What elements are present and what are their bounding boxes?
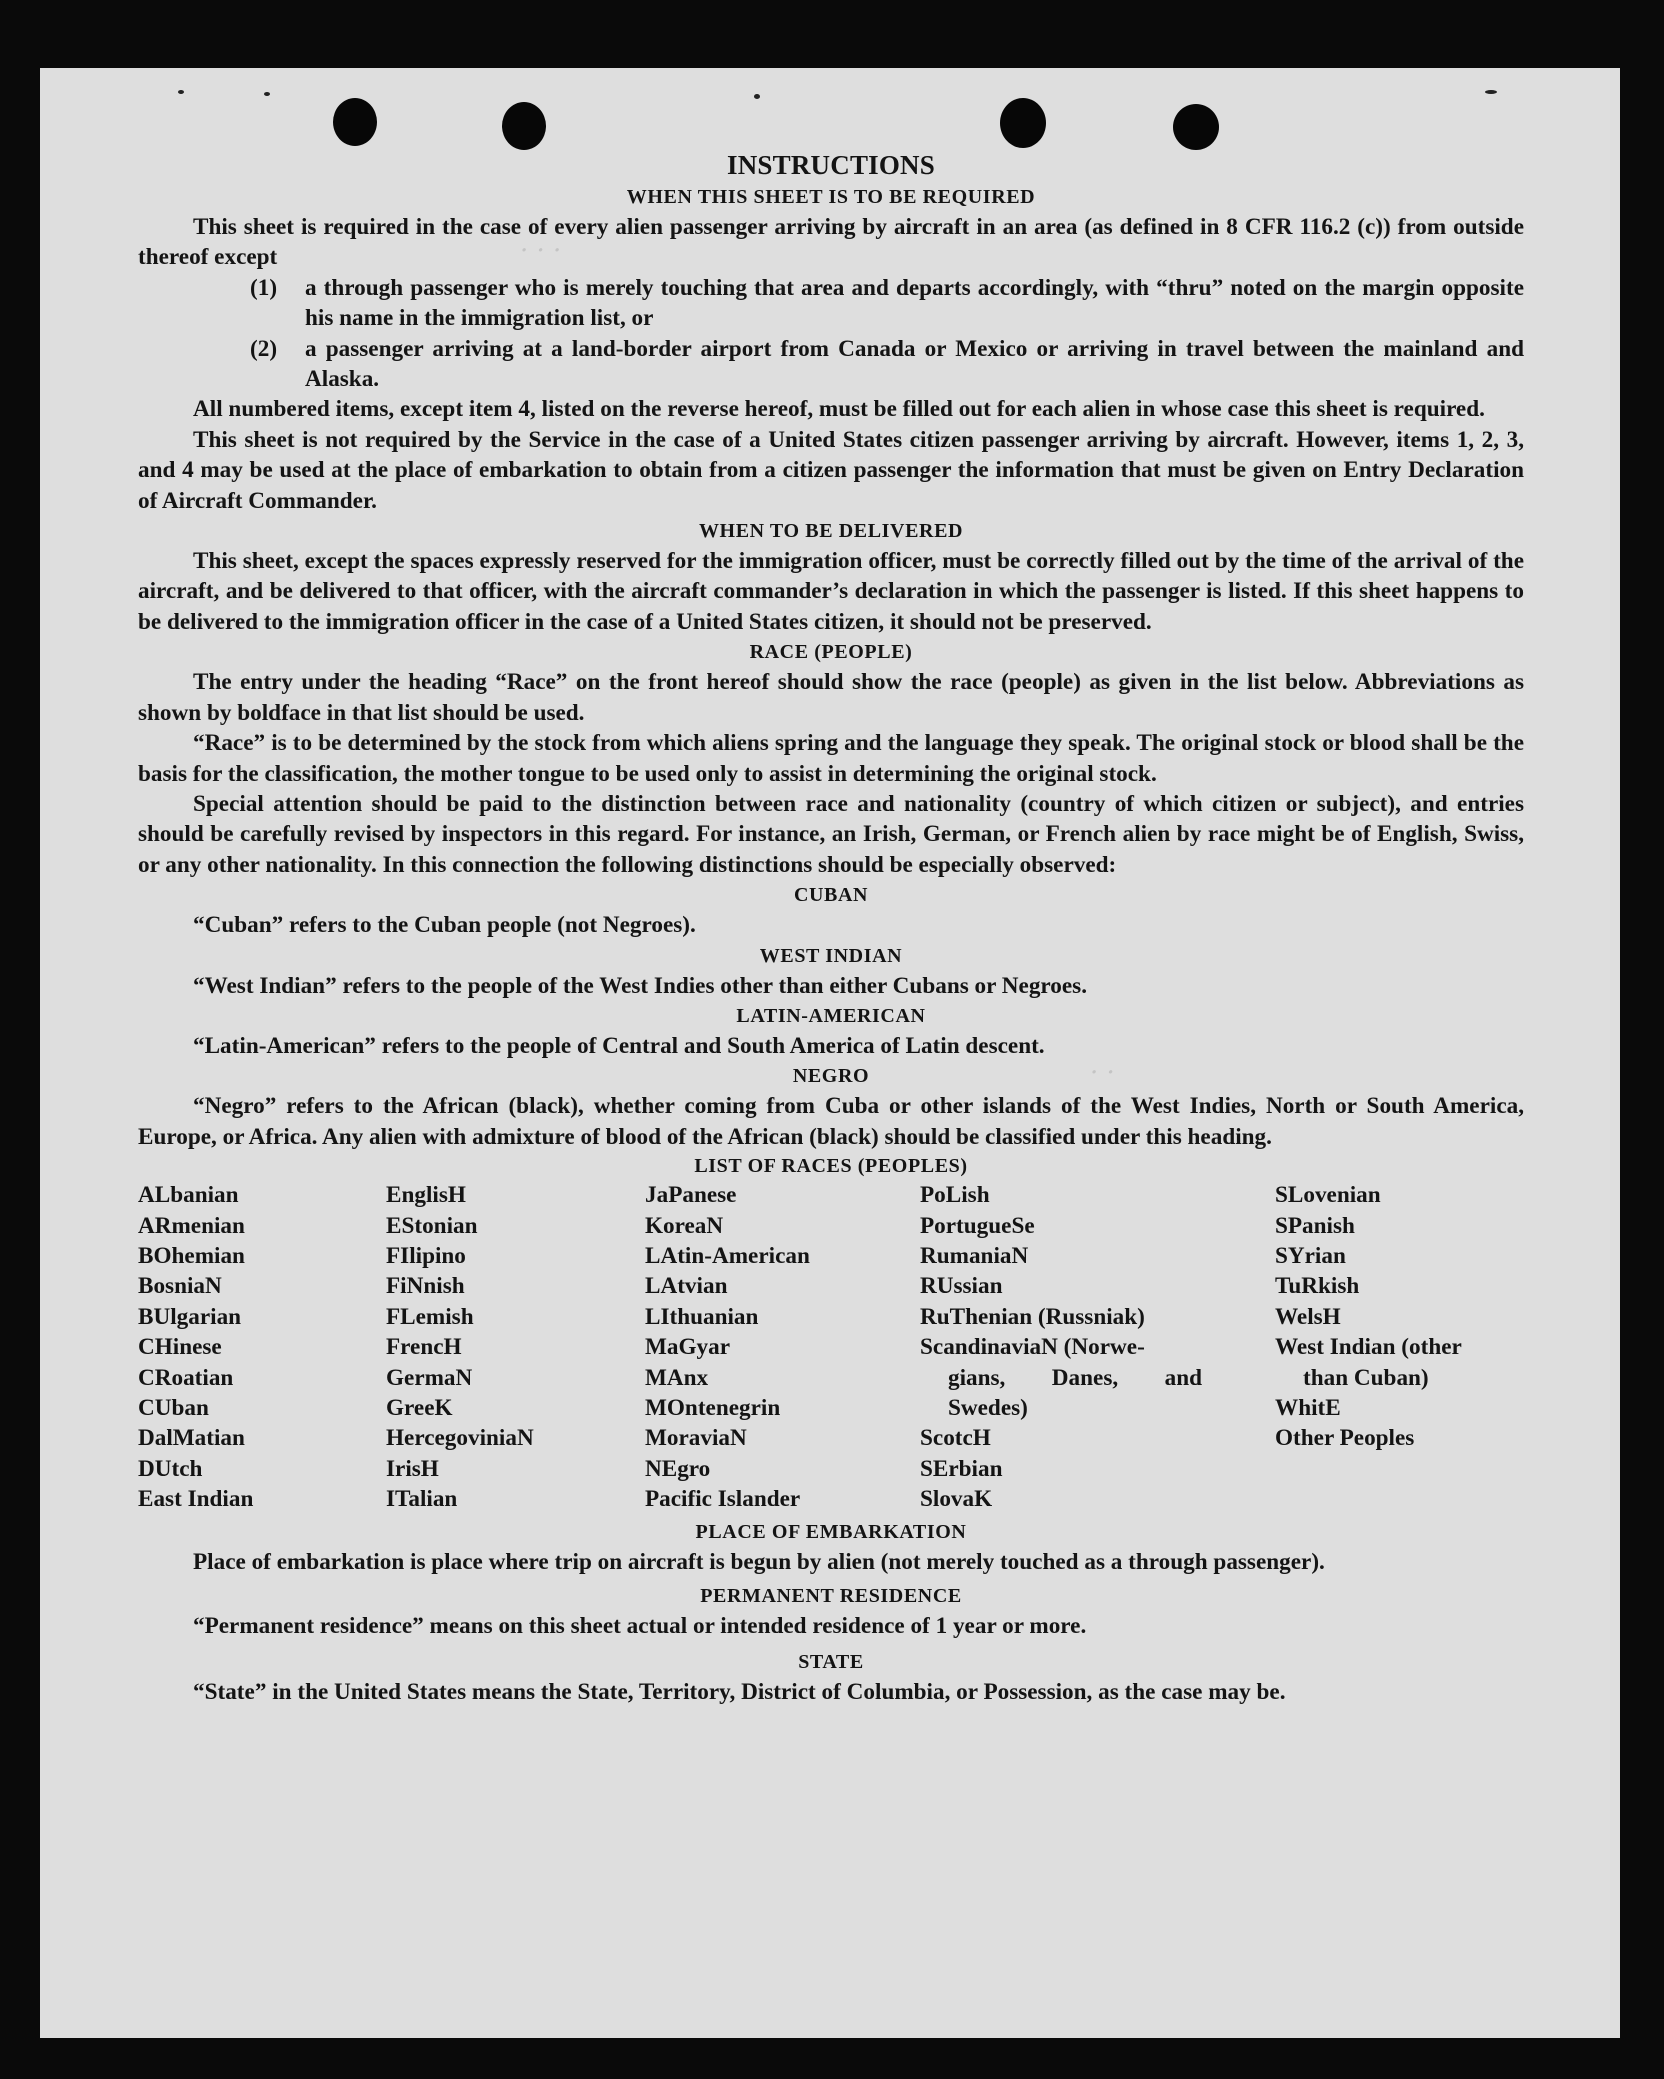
race-item: GreeK: [386, 1395, 453, 1421]
race-item: WelsH: [1275, 1303, 1341, 1330]
race-item: FIlipino: [386, 1242, 466, 1269]
paragraph: “West Indian” refers to the people of the West Indies other than either Cubans or Negroes.: [193, 972, 1088, 999]
race-item: SYrian: [1275, 1242, 1346, 1269]
races-column-3: [645, 1180, 920, 1514]
races-column-1: [138, 1180, 386, 1514]
race-item: MAnx: [645, 1364, 709, 1391]
race-item: than Cuban): [1303, 1364, 1429, 1391]
race-item: MaGyar: [645, 1334, 730, 1361]
item-number: (2): [250, 335, 278, 362]
races-column-2: [386, 1180, 645, 1514]
section-heading: RACE (PEOPLE): [749, 641, 913, 664]
race-item: ALbanian: [138, 1182, 239, 1209]
race-item: FLemish: [386, 1303, 474, 1330]
instructions-body: [138, 148, 1524, 1708]
race-item: Other Peoples: [1275, 1425, 1415, 1452]
race-item: WhitE: [1275, 1395, 1341, 1421]
race-item: MoraviaN: [645, 1425, 747, 1452]
bleed-through-handwriting: · · ·: [520, 236, 562, 266]
section-heading: PLACE OF EMBARKATION: [695, 1520, 967, 1543]
section-heading: LATIN-AMERICAN: [736, 1004, 926, 1027]
race-item: SLovenian: [1275, 1182, 1381, 1209]
speck: [754, 94, 760, 99]
paragraph: This sheet is not required by the Service in the case of a United States citizen passenger arriving by aircraft. However, items 1, 2, 3, and 4 may be used at the place of embarkation to obtain from a citizen passenger the information that must be given on Entry Declaration of Aircraft Commander.: [138, 426, 1524, 514]
race-item: LIthuanian: [645, 1303, 759, 1330]
race-item: FrencH: [386, 1334, 462, 1361]
race-item: PoLish: [920, 1182, 990, 1209]
paragraph: The entry under the heading “Race” on the front hereof should show the race (people) as given in the list below. Abbreviations as shown by boldface in that list should be used.: [138, 669, 1524, 726]
race-item: ITalian: [386, 1486, 458, 1513]
race-item: NEgro: [645, 1455, 711, 1482]
paragraph: “Permanent residence” means on this sheet actual or intended residence of 1 year or more.: [193, 1613, 1087, 1640]
race-item: EnglisH: [386, 1182, 466, 1209]
list-item: [138, 334, 1524, 395]
race-item: East Indian: [138, 1486, 254, 1513]
race-item: West Indian (other: [1275, 1334, 1462, 1361]
document-sheet: [40, 68, 1620, 2038]
race-item: CHinese: [138, 1334, 222, 1361]
race-item: Pacific Islander: [645, 1486, 801, 1513]
section-heading: PERMANENT RESIDENCE: [700, 1585, 962, 1608]
race-item: BosniaN: [138, 1273, 222, 1300]
section-heading: WHEN THIS SHEET IS TO BE REQUIRED: [626, 186, 1036, 208]
race-item: SErbian: [920, 1455, 1003, 1482]
race-item: DalMatian: [138, 1425, 245, 1452]
races-column-5: [1275, 1180, 1524, 1514]
race-item: CRoatian: [138, 1364, 234, 1391]
race-item: RumaniaN: [920, 1242, 1029, 1269]
punch-hole: [333, 98, 377, 146]
item-text: a through passenger who is merely touching that area and departs accordingly, with “thru” noted on the margin opposite his name in the immigration list, or: [305, 274, 1524, 332]
race-item: RuThenian (Russniak): [920, 1303, 1145, 1330]
race-item: BUlgarian: [138, 1303, 242, 1330]
race-item: GermaN: [386, 1364, 473, 1391]
races-column-4: [920, 1180, 1275, 1514]
race-item: ScandinaviaN (Norwe-: [920, 1334, 1145, 1361]
section-heading: WEST INDIAN: [759, 944, 903, 967]
race-item: LAtvian: [645, 1273, 728, 1300]
speck: [264, 92, 270, 96]
punch-hole: [1173, 104, 1219, 150]
item-number: (1): [250, 274, 278, 301]
race-item: KoreaN: [645, 1212, 724, 1239]
section-heading: LIST OF RACES (PEOPLES): [694, 1155, 968, 1178]
paragraph: This sheet, except the spaces expressly reserved for the immigration officer, must be correctly filled out by the time of the arrival of the aircraft, and be delivered to that officer, with the aircraft commander’s declaration in which the passenger is listed. If this sheet happens to be delivered to the immigration officer in the case of a United States citizen, it should not be preserved.: [138, 548, 1524, 635]
race-item: DUtch: [138, 1455, 203, 1482]
bleed-through-handwriting: · ·: [1090, 1058, 1115, 1088]
section-heading: CUBAN: [793, 884, 869, 907]
paragraph: “Cuban” refers to the Cuban people (not Negroes).: [193, 912, 696, 939]
paragraph: Special attention should be paid to the distinction between race and nationality (country of which citizen or subject), and entries should be carefully revised by inspectors in this regard. For instance, an Irish, German, or French alien by race might be of English, Swiss, or any other nationality. In this connection the following distinctions should be especially observed:: [138, 790, 1524, 878]
race-item: MOntenegrin: [645, 1395, 781, 1421]
race-item: HercegoviniaN: [386, 1425, 534, 1452]
race-item: PortugueSe: [920, 1212, 1035, 1239]
race-item: EStonian: [386, 1212, 478, 1239]
paragraph: “Latin-American” refers to the people of Central and South America of Latin descent.: [193, 1032, 1045, 1059]
punch-hole: [1000, 98, 1046, 148]
section-heading: NEGRO: [792, 1065, 870, 1088]
race-item: FiNnish: [386, 1273, 465, 1300]
race-item: Swedes): [948, 1395, 1028, 1421]
race-item: ARmenian: [138, 1212, 245, 1239]
race-item: gians, Danes, and: [948, 1364, 1202, 1391]
section-heading: STATE: [798, 1651, 864, 1674]
race-item: IrisH: [386, 1455, 439, 1482]
paragraph: “Race” is to be determined by the stock from which aliens spring and the language they speak. The original stock or blood shall be the basis for the classification, the mother tongue to be used only to assist in determining the original stock.: [138, 730, 1524, 787]
speck: [1485, 90, 1497, 94]
races-list: [138, 1180, 1524, 1514]
paragraph: Place of embarkation is place where trip on aircraft is begun by alien (not merely touched as a through passenger).: [193, 1548, 1325, 1575]
race-item: SPanish: [1275, 1212, 1355, 1239]
race-item: SlovaK: [920, 1486, 993, 1513]
paragraph: This sheet is required in the case of every alien passenger arriving by aircraft in an area (as defined in 8 CFR 116.2 (c)) from outside thereof except: [138, 214, 1524, 271]
list-item: [138, 273, 1524, 334]
race-item: LAtin-American: [645, 1242, 810, 1269]
race-item: BOhemian: [138, 1242, 245, 1269]
race-item: JaPanese: [645, 1182, 737, 1209]
speck: [178, 90, 184, 94]
paragraph: “Negro” refers to the African (black), whether coming from Cuba or other islands of the West Indies, North or South America, Europe, or Africa. Any alien with admixture of blood of the African (black) should be classified under this heading.: [138, 1093, 1524, 1150]
race-item: ScotcH: [920, 1425, 991, 1452]
section-heading: WHEN TO BE DELIVERED: [698, 520, 964, 543]
item-text: a passenger arriving at a land-border airport from Canada or Mexico or arriving in travel between the mainland and Alaska.: [305, 335, 1524, 393]
race-item: CUban: [138, 1395, 209, 1421]
punch-hole: [502, 102, 546, 150]
paragraph: All numbered items, except item 4, listed on the reverse hereof, must be filled out for each alien in whose case this sheet is required.: [193, 396, 1485, 423]
page-title: INSTRUCTIONS: [727, 150, 935, 180]
race-item: RUssian: [920, 1273, 1003, 1300]
paragraph: “State” in the United States means the State, Territory, District of Columbia, or Possession, as the case may be.: [193, 1679, 1286, 1706]
race-item: TuRkish: [1275, 1273, 1360, 1300]
